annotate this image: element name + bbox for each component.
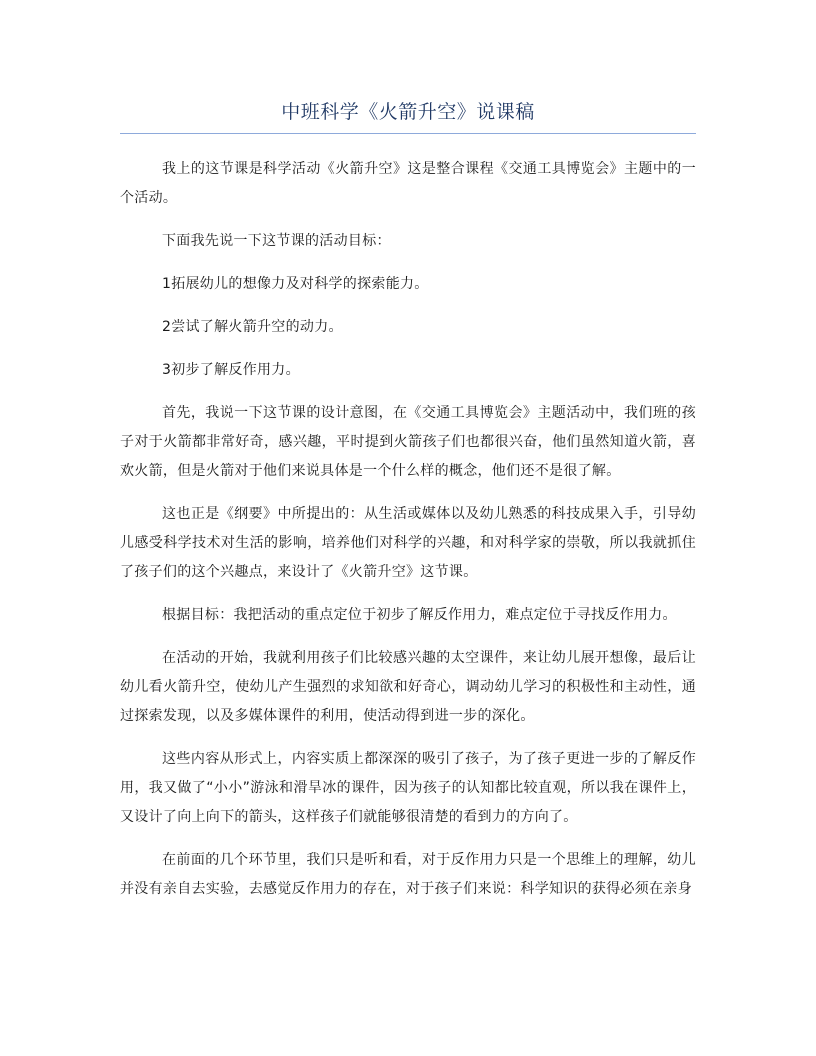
paragraph-goal-2: 2尝试了解火箭升空的动力。 <box>162 319 343 335</box>
paragraph-activity-start: 在活动的开始，我就利用孩子们比较感兴趣的太空课件，来让幼儿展开想像，最后让幼儿看火箭升空，使幼儿产生强烈的求知欲和好奇心，调动幼儿学习的积极性和主动性，通过探索发现，以及多媒体课件的利用，使活动得到进一步的深化。 <box>120 650 696 724</box>
document-body <box>120 155 696 918</box>
paragraph-goals-heading: 下面我先说一下这节课的活动目标： <box>162 233 391 249</box>
paragraph-intro: 我上的这节课是科学活动《火箭升空》这是整合课程《交通工具博览会》主题中的一个活动。 <box>120 161 696 206</box>
paragraph-courseware: 这些内容从形式上，内容实质上都深深的吸引了孩子，为了孩子更进一步的了解反作用，我又做了“小小”游泳和滑旱冰的课件，因为孩子的认知都比较直观，所以我在课件上，又设计了向上向下的箭头，这样孩子们就能够很清楚的看到力的方向了。 <box>120 751 696 825</box>
title-underline <box>120 133 696 134</box>
paragraph-goal-1: 1拓展幼儿的想像力及对科学的探索能力。 <box>162 276 429 292</box>
paragraph-outline-reference: 这也正是《纲要》中所提出的：从生活或媒体以及幼儿熟悉的科技成果入手，引导幼儿感受科学技术对生活的影响，培养他们对科学的兴趣，和对科学家的崇敬，所以我就抓住了孩子们的这个兴趣点，来设计了《火箭升空》这节课。 <box>120 506 696 580</box>
paragraph-goal-3: 3初步了解反作用力。 <box>162 362 300 378</box>
paragraph-key-points: 根据目标：我把活动的重点定位于初步了解反作用力，难点定位于寻找反作用力。 <box>162 607 677 623</box>
paragraph-design-intent: 首先，我说一下这节课的设计意图，在《交通工具博览会》主题活动中，我们班的孩子对于火箭都非常好奇，感兴趣，平时提到火箭孩子们也都很兴奋，他们虽然知道火箭，喜欢火箭，但是火箭对于他们来说具体是一个什么样的概念，他们还不是很了解。 <box>120 405 696 479</box>
paragraph-previous-steps: 在前面的几个环节里，我们只是听和看，对于反作用力只是一个思维上的理解，幼儿并没有亲自去实验，去感觉反作用力的存在，对于孩子们来说：科学知识的获得必须在亲身 <box>120 852 696 897</box>
document-title: 中班科学《火箭升空》说课稿 <box>281 101 535 123</box>
